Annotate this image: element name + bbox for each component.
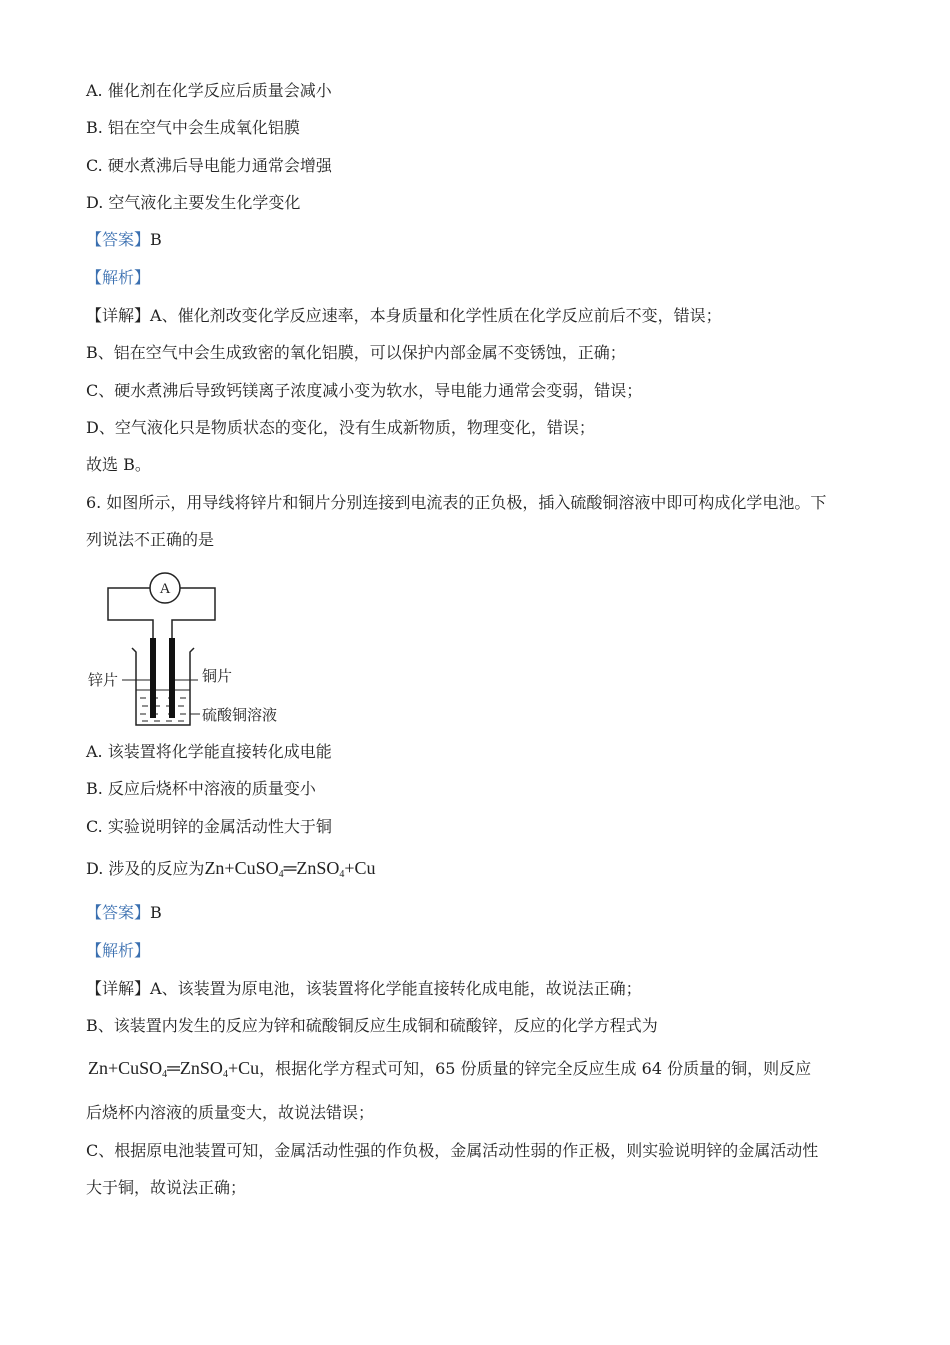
answer-value: B (150, 903, 162, 922)
formula-subscript: 4 (162, 1069, 168, 1080)
q6-detail-a (86, 978, 642, 1000)
q6-analysis-tag: 【解析】 (86, 941, 151, 960)
solution-hatching (140, 698, 186, 721)
formula-copper: +Cu (227, 1058, 260, 1078)
q5-option-a: A. 催化剂在化学反应后质量会减小 (86, 81, 332, 100)
zinc-label: 锌片 (88, 671, 119, 689)
q6-stem-line2: 列说法不正确的是 (86, 530, 215, 549)
q5-option-d: D. 空气液化主要发生化学变化 (86, 193, 301, 212)
chemical-equation (204, 858, 375, 878)
copper-electrode (169, 638, 175, 718)
detail-text: A、该装置为原电池，该装置将化学能直接转化成电能，故说法正确； (150, 979, 642, 998)
left-wire (108, 588, 153, 638)
q6-option-d (86, 857, 376, 886)
answer-tag: 【答案】 (86, 903, 151, 922)
q5-answer-line (86, 229, 162, 251)
q6-option-b: B. 反应后烧杯中溶液的质量变小 (86, 779, 316, 798)
q6-answer-line (86, 902, 162, 924)
q5-detail-c: C、硬水煮沸后导致钙镁离子浓度减小变为软水，导电能力通常会变弱，错误； (86, 381, 643, 400)
zinc-electrode (150, 638, 156, 718)
answer-tag: 【答案】 (86, 230, 151, 249)
answer-value: B (150, 230, 162, 249)
ammeter-label: A (159, 581, 171, 597)
q5-conclusion: 故选 B。 (86, 455, 151, 474)
q6-option-a: A. 该装置将化学能直接转化成电能 (86, 742, 332, 761)
formula-subscript: 4 (339, 869, 345, 880)
solution-label: 硫酸铜溶液 (202, 706, 278, 724)
detail-text: A、催化剂改变化学反应速率，本身质量和化学性质在化学反应前后不变，错误； (150, 306, 722, 325)
copper-label: 铜片 (202, 667, 233, 685)
q6-detail-c2: 大于铜，故说法正确； (86, 1178, 247, 1197)
q6-detail-b1: B、该装置内发生的反应为锌和硫酸铜反应生成铜和硫酸锌，反应的化学方程式为 (86, 1016, 658, 1035)
formula-reactants: Zn+CuSO (204, 858, 279, 878)
q6-detail-b3: 后烧杯内溶液的质量变大，故说法错误； (86, 1103, 375, 1122)
beaker (132, 648, 194, 725)
formula-reactants: Zn+CuSO (88, 1058, 163, 1078)
q6-option-c: C. 实验说明锌的金属活动性大于铜 (86, 817, 332, 836)
q5-detail-d: D、空气液化只是物质状态的变化，没有生成新物质，物理变化，错误； (86, 418, 595, 437)
q5-detail-a (86, 305, 722, 327)
q5-detail-b: B、铝在空气中会生成致密的氧化铝膜，可以保护内部金属不变锈蚀，正确； (86, 343, 626, 362)
galvanic-cell-diagram (88, 568, 303, 733)
formula-product: ═ZnSO (283, 858, 340, 878)
q6-stem-line1: 6. 如图所示，用导线将锌片和铜片分别连接到电流表的正负极，插入硫酸铜溶液中即可构成化学电池。下 (86, 493, 827, 512)
formula-copper: +Cu (344, 858, 376, 878)
q5-option-b: B. 铝在空气中会生成氧化铝膜 (86, 118, 300, 137)
q5-analysis-tag: 【解析】 (86, 268, 151, 287)
q5-option-c: C. 硬水煮沸后导电能力通常会增强 (86, 156, 332, 175)
formula-subscript: 4 (222, 1069, 228, 1080)
chemical-equation (88, 1058, 259, 1078)
option-d-prefix: D. 涉及的反应为 (86, 859, 205, 878)
formula-product: ═ZnSO (167, 1058, 223, 1078)
detail-text: ，根据化学方程式可知，65 份质量的锌完全反应生成 64 份质量的铜，则反应 (259, 1059, 812, 1078)
q6-detail-c1: C、根据原电池装置可知，金属活动性强的作负极，金属活动性弱的作正极，则实验说明锌的金属活动性 (86, 1141, 819, 1160)
q6-detail-b2 (88, 1057, 811, 1086)
detail-tag: 【详解】 (86, 306, 151, 325)
formula-subscript: 4 (278, 869, 284, 880)
detail-tag: 【详解】 (86, 979, 151, 998)
